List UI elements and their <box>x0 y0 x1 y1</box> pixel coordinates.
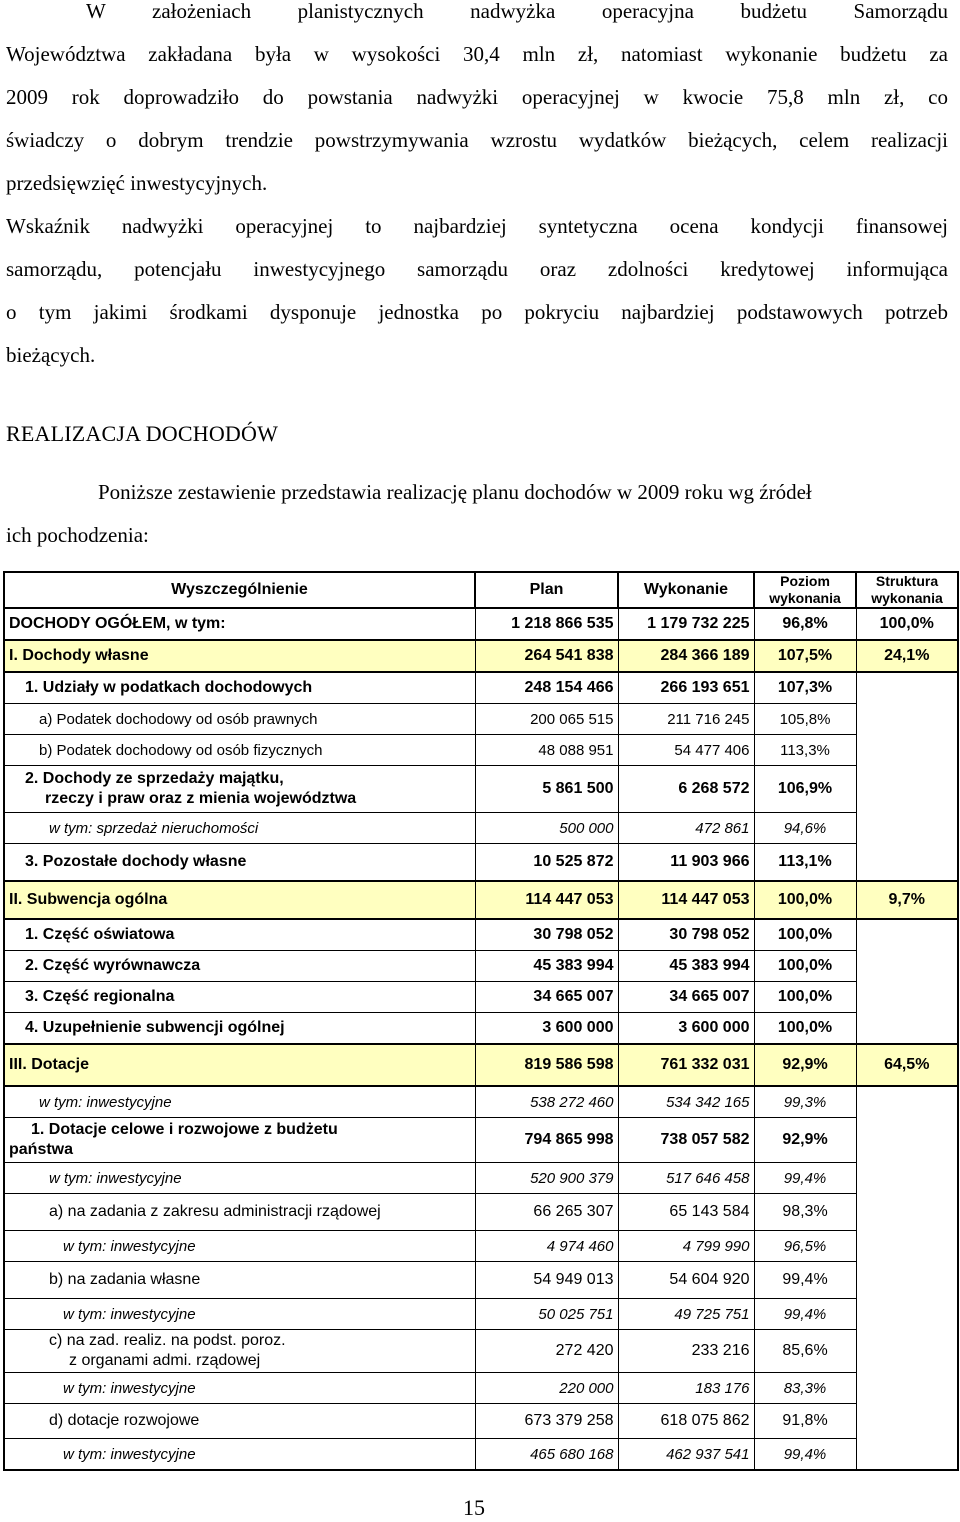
table-cell: w tym: inwestycyjne <box>4 1299 475 1330</box>
table-cell: 49 725 751 <box>618 1299 754 1330</box>
table-cell <box>856 1262 958 1299</box>
table-cell <box>856 1118 958 1163</box>
table-cell: 9,7% <box>856 881 958 919</box>
table-cell: 66 265 307 <box>475 1194 618 1231</box>
table-cell: 738 057 582 <box>618 1118 754 1163</box>
table-cell: 2. Dochody ze sprzedaży majątku, rzeczy i praw oraz z mienia województwa <box>4 766 475 813</box>
table-cell <box>856 1194 958 1231</box>
table-cell: 24,1% <box>856 640 958 672</box>
table-cell: 113,3% <box>754 735 856 766</box>
table-cell <box>856 1330 958 1373</box>
table-row <box>4 1231 958 1262</box>
table-cell: c) na zad. realiz. na podst. poroz. z organami admi. rządowej <box>4 1330 475 1373</box>
table-cell: 100,0% <box>754 951 856 982</box>
table-cell: 85,6% <box>754 1330 856 1373</box>
table-cell: 211 716 245 <box>618 704 754 735</box>
table-cell: 264 541 838 <box>475 640 618 672</box>
table-cell <box>856 844 958 882</box>
text-line: o tym jakimi środkami dysponuje jednostka po pokryciu najbardziej podstawowych potrzeb <box>6 300 948 324</box>
table-cell: w tym: inwestycyjne <box>4 1231 475 1262</box>
table-cell: DOCHODY OGÓŁEM, w tym: <box>4 608 475 640</box>
table-cell: 107,3% <box>754 672 856 704</box>
header-description: Wyszczególnienie <box>4 572 475 608</box>
table-cell: d) dotacje rozwojowe <box>4 1404 475 1439</box>
table-cell <box>856 704 958 735</box>
table-cell: 1. Dotacje celowe i rozwojowe z budżetu państwa <box>4 1118 475 1163</box>
table-cell <box>856 1439 958 1471</box>
table-cell: 4. Uzupełnienie subwencji ogólnej <box>4 1013 475 1045</box>
table-row <box>4 1439 958 1471</box>
table-cell: w tym: inwestycyjne <box>4 1163 475 1194</box>
table-cell <box>856 1163 958 1194</box>
text-line: 2009 rok doprowadziło do powstania nadwyżki operacyjnej w kwocie 75,8 mln zł, co <box>6 85 948 109</box>
table-cell: 618 075 862 <box>618 1404 754 1439</box>
table-cell <box>856 1231 958 1262</box>
table-cell: 462 937 541 <box>618 1439 754 1471</box>
table-cell: I. Dochody własne <box>4 640 475 672</box>
table-cell <box>856 1013 958 1045</box>
table-cell: 819 586 598 <box>475 1044 618 1086</box>
table-cell: 534 342 165 <box>618 1086 754 1118</box>
table-row <box>4 1330 958 1373</box>
table-cell: 99,4% <box>754 1262 856 1299</box>
table-row <box>4 766 958 813</box>
table-row-total <box>4 608 958 640</box>
table-cell: 4 974 460 <box>475 1231 618 1262</box>
table-cell: a) Podatek dochodowy od osób prawnych <box>4 704 475 735</box>
table-cell <box>856 1373 958 1404</box>
table-cell: 1. Część oświatowa <box>4 919 475 951</box>
table-row <box>4 1163 958 1194</box>
table-cell: 96,5% <box>754 1231 856 1262</box>
table-cell: 2. Część wyrównawcza <box>4 951 475 982</box>
table-cell: II. Subwencja ogólna <box>4 881 475 919</box>
table-cell <box>856 672 958 704</box>
table-cell: 472 861 <box>618 813 754 844</box>
table-cell: 465 680 168 <box>475 1439 618 1471</box>
table-cell: III. Dotacje <box>4 1044 475 1086</box>
paragraph-surplus <box>6 0 948 205</box>
table-cell: 50 025 751 <box>475 1299 618 1330</box>
table-cell: 3 600 000 <box>475 1013 618 1045</box>
table-cell <box>856 735 958 766</box>
table-row <box>4 1299 958 1330</box>
table-cell: 113,1% <box>754 844 856 882</box>
table-cell: b) Podatek dochodowy od osób fizycznych <box>4 735 475 766</box>
table-cell: 248 154 466 <box>475 672 618 704</box>
table-cell: 200 065 515 <box>475 704 618 735</box>
table-cell: 54 477 406 <box>618 735 754 766</box>
table-cell: 11 903 966 <box>618 844 754 882</box>
table-cell <box>856 813 958 844</box>
table-cell: 761 332 031 <box>618 1044 754 1086</box>
table-cell: 100,0% <box>856 608 958 640</box>
paragraph-indicator <box>6 205 948 377</box>
header-structure: Struktura wykonania <box>856 572 958 608</box>
table-cell: 83,3% <box>754 1373 856 1404</box>
text-line: świadczy o dobrym trendzie powstrzymywania wzrostu wydatków bieżących, celem realizacji <box>6 128 948 152</box>
table-row-grants <box>4 1044 958 1086</box>
table-cell: 34 665 007 <box>475 982 618 1013</box>
table-cell: 266 193 651 <box>618 672 754 704</box>
table-cell: 100,0% <box>754 1013 856 1045</box>
table-row <box>4 982 958 1013</box>
table-cell: 105,8% <box>754 704 856 735</box>
table-cell: 520 900 379 <box>475 1163 618 1194</box>
table-cell: 96,8% <box>754 608 856 640</box>
table-cell: 500 000 <box>475 813 618 844</box>
table-row <box>4 735 958 766</box>
table-row <box>4 1262 958 1299</box>
table-cell: b) na zadania własne <box>4 1262 475 1299</box>
table-cell: 1 179 732 225 <box>618 608 754 640</box>
table-row <box>4 1013 958 1045</box>
table-row <box>4 1086 958 1118</box>
header-execution: Wykonanie <box>618 572 754 608</box>
table-cell: 99,4% <box>754 1163 856 1194</box>
table-cell <box>856 919 958 951</box>
section-heading: REALIZACJA DOCHODÓW <box>6 421 279 446</box>
table-cell: 673 379 258 <box>475 1404 618 1439</box>
table-cell: w tym: inwestycyjne <box>4 1086 475 1118</box>
text-line: Wskaźnik nadwyżki operacyjnej to najbardziej syntetyczna ocena kondycji finansowej <box>6 214 948 238</box>
table-cell: 64,5% <box>856 1044 958 1086</box>
table-cell: 233 216 <box>618 1330 754 1373</box>
intro-line-1: Poniższe zestawienie przedstawia realizację planu dochodów w 2009 roku wg źródeł <box>98 480 812 504</box>
table-cell: 10 525 872 <box>475 844 618 882</box>
table-cell: 538 272 460 <box>475 1086 618 1118</box>
table-row <box>4 844 958 882</box>
table-cell: 92,9% <box>754 1118 856 1163</box>
table-cell: 99,4% <box>754 1299 856 1330</box>
table-cell: 54 949 013 <box>475 1262 618 1299</box>
table-cell: 1 218 866 535 <box>475 608 618 640</box>
table-cell: 3. Część regionalna <box>4 982 475 1013</box>
table-cell: 100,0% <box>754 881 856 919</box>
intro-line-2: ich pochodzenia: <box>6 523 149 547</box>
table-header-row <box>4 572 958 608</box>
table-cell: 54 604 920 <box>618 1262 754 1299</box>
table-cell: 30 798 052 <box>618 919 754 951</box>
table-cell: 183 176 <box>618 1373 754 1404</box>
page-number: 15 <box>463 1495 485 1520</box>
table-cell: 3 600 000 <box>618 1013 754 1045</box>
table-row <box>4 813 958 844</box>
table-row-subvention <box>4 881 958 919</box>
table-cell: 94,6% <box>754 813 856 844</box>
table-row-own-revenue <box>4 640 958 672</box>
header-level: Poziom wykonania <box>754 572 856 608</box>
table-cell: 6 268 572 <box>618 766 754 813</box>
table-row <box>4 919 958 951</box>
table-cell: 517 646 458 <box>618 1163 754 1194</box>
table-cell <box>856 982 958 1013</box>
table-cell: w tym: inwestycyjne <box>4 1439 475 1471</box>
table-cell <box>856 1086 958 1118</box>
table-row <box>4 1404 958 1439</box>
table-cell: 107,5% <box>754 640 856 672</box>
table-cell: 220 000 <box>475 1373 618 1404</box>
table-cell: 65 143 584 <box>618 1194 754 1231</box>
text-line: W założeniach planistycznych nadwyżka operacyjna budżetu Samorządu <box>86 0 948 23</box>
table-cell: 4 799 990 <box>618 1231 754 1262</box>
table-row <box>4 1118 958 1163</box>
table-cell: 5 861 500 <box>475 766 618 813</box>
header-plan: Plan <box>475 572 618 608</box>
revenue-table <box>3 571 959 1471</box>
table-row <box>4 672 958 704</box>
table-cell: a) na zadania z zakresu administracji rządowej <box>4 1194 475 1231</box>
table-cell <box>856 1404 958 1439</box>
table-cell <box>856 1299 958 1330</box>
text-line: bieżących. <box>6 343 96 367</box>
table-cell: 1. Udziały w podatkach dochodowych <box>4 672 475 704</box>
table-cell: 30 798 052 <box>475 919 618 951</box>
table-cell: 100,0% <box>754 919 856 951</box>
table-row <box>4 951 958 982</box>
table-cell: 794 865 998 <box>475 1118 618 1163</box>
table-row <box>4 1373 958 1404</box>
table-cell: 34 665 007 <box>618 982 754 1013</box>
table-cell: 114 447 053 <box>618 881 754 919</box>
table-cell: 99,3% <box>754 1086 856 1118</box>
text-line: samorządu, potencjału inwestycyjnego samorządu oraz zdolności kredytowej informująca <box>6 257 948 281</box>
table-cell <box>856 766 958 813</box>
table-cell: w tym: sprzedaż nieruchomości <box>4 813 475 844</box>
table-cell: 106,9% <box>754 766 856 813</box>
table-cell <box>856 951 958 982</box>
table-cell: 92,9% <box>754 1044 856 1086</box>
table-cell: 272 420 <box>475 1330 618 1373</box>
text-line: Województwa zakładana była w wysokości 30,4 mln zł, natomiast wykonanie budżetu za <box>6 42 948 66</box>
table-cell: 48 088 951 <box>475 735 618 766</box>
table-cell: 284 366 189 <box>618 640 754 672</box>
table-cell: 114 447 053 <box>475 881 618 919</box>
table-cell: 98,3% <box>754 1194 856 1231</box>
table-cell: 100,0% <box>754 982 856 1013</box>
table-cell: 91,8% <box>754 1404 856 1439</box>
table-cell: 99,4% <box>754 1439 856 1471</box>
table-cell: 3. Pozostałe dochody własne <box>4 844 475 882</box>
table-cell: 45 383 994 <box>618 951 754 982</box>
table-row <box>4 704 958 735</box>
table-cell: w tym: inwestycyjne <box>4 1373 475 1404</box>
text-line: przedsięwzięć inwestycyjnych. <box>6 171 268 195</box>
table-cell: 45 383 994 <box>475 951 618 982</box>
table-row <box>4 1194 958 1231</box>
